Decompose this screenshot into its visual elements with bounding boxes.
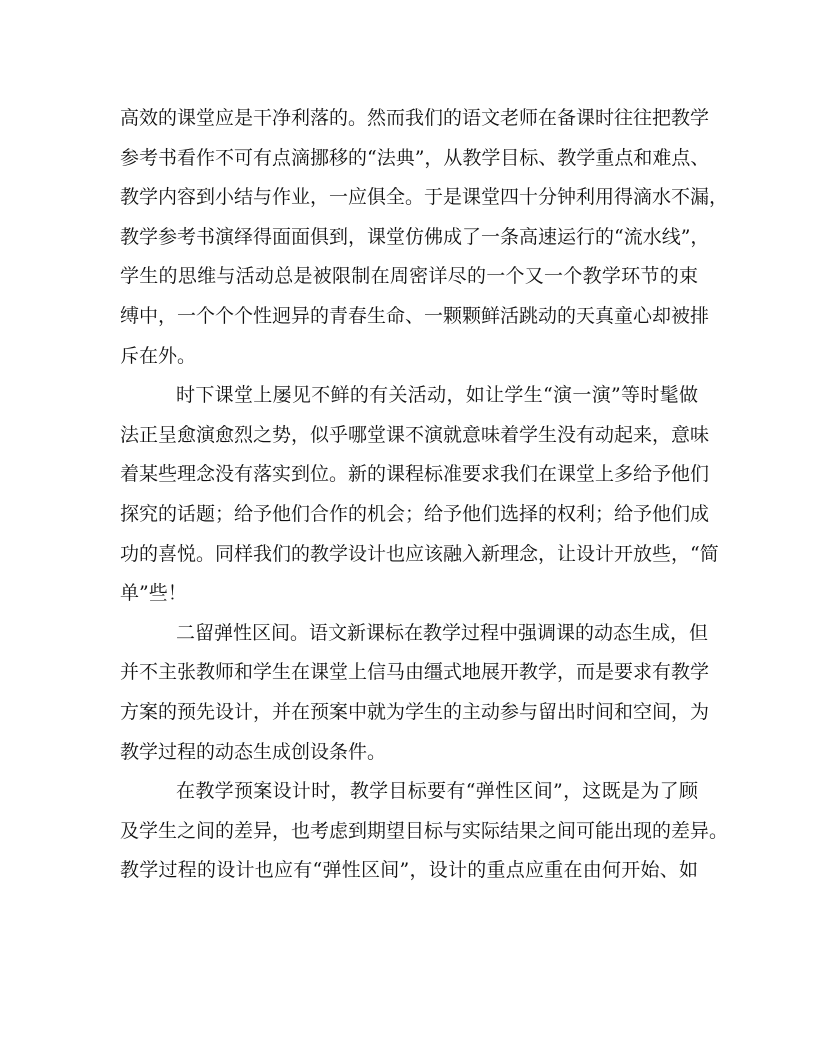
text-line: 高效的课堂应是干净利落的。然而我们的语文老师在备课时往往把教学 (120, 107, 710, 129)
text-line: 功的喜悦。同样我们的教学设计也应该融入新理念，让设计开放些，“简 (120, 542, 719, 565)
text-line: 教学过程的动态生成创设条件。 (120, 740, 387, 763)
text-line: 参考书看作不可有点滴挪移的“法典”，从教学目标、教学重点和难点、 (120, 146, 710, 169)
text-line: 教学过程的设计也应有“弹性区间”，设计的重点应重在由何开始、如 (120, 859, 698, 882)
paragraph-start-line: 二留弹性区间。语文新课标在教学过程中强调课的动态生成，但 (176, 621, 709, 644)
body-text (120, 99, 729, 891)
text-line: 学生的思维与活动总是被限制在周密详尽的一个又一个教学环节的束 (120, 265, 698, 288)
text-line: 缚中，一个个个性迥异的青春生命、一颗颗鲜活跳动的天真童心却被排 (120, 304, 710, 327)
text-line: 方案的预先设计，并在预案中就为学生的主动参与留出时间和空间，为 (120, 700, 710, 723)
paragraph-start-line: 时下课堂上屡见不鲜的有关活动，如让学生“演一演”等时髦做 (176, 384, 698, 407)
text-line: 斥在外。 (120, 344, 197, 367)
paragraph-start-line: 在教学预案设计时，教学目标要有“弹性区间”，这既是为了顾 (176, 780, 698, 803)
text-line: 教学参考书演绎得面面俱到，课堂仿佛成了一条高速运行的“流水线”， (120, 225, 710, 248)
text-line: 单”些！ (120, 582, 187, 605)
text-line: 并不主张教师和学生在课堂上信马由缰式地展开教学，而是要求有教学 (120, 661, 710, 684)
text-line: 着某些理念没有落实到位。新的课程标准要求我们在课堂上多给予他们 (120, 463, 710, 486)
text-line: 探究的话题；给予他们合作的机会；给予他们选择的权利；给予他们成 (120, 502, 710, 525)
text-line: 教学内容到小结与作业，一应俱全。于是课堂四十分钟利用得滴水不漏， (120, 186, 729, 209)
text-line: 法正呈愈演愈烈之势，似乎哪堂课不演就意味着学生没有动起来，意味 (120, 423, 710, 446)
text-line: 及学生之间的差异，也考虑到期望目标与实际结果之间可能出现的差异。 (120, 819, 729, 842)
